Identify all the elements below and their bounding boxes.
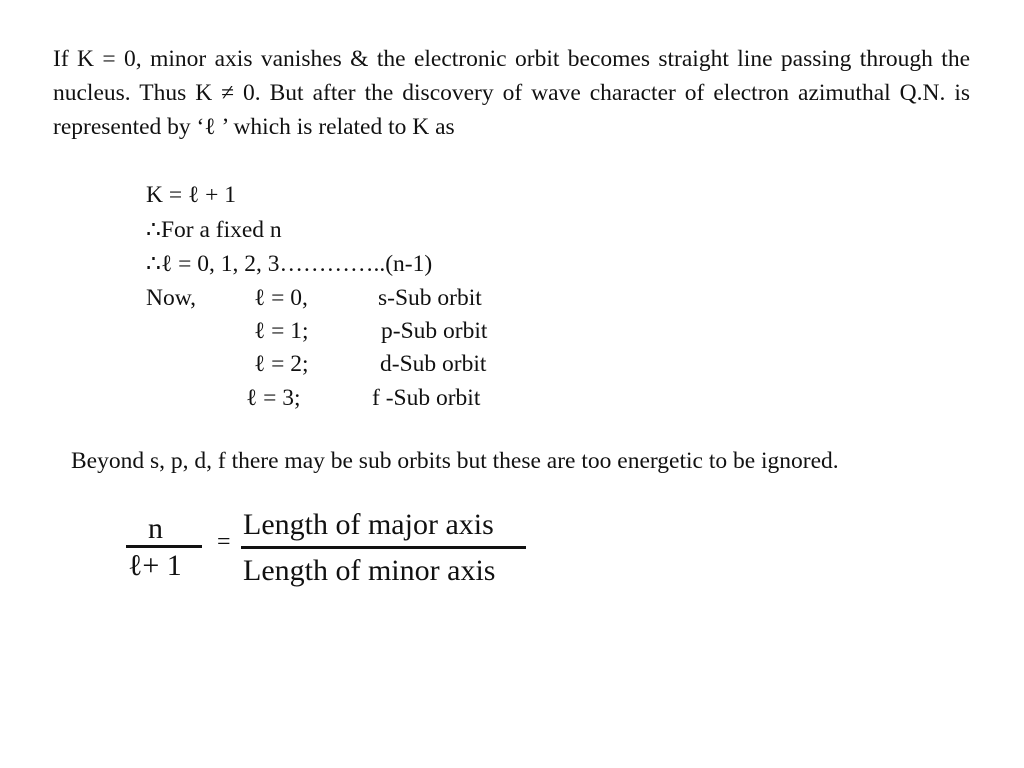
formula-right-numerator: Length of major axis	[243, 508, 494, 541]
suborbit-name: p-Sub orbit	[381, 318, 488, 344]
l-values-equation: ∴ℓ = 0, 1, 2, 3…………..(n-1)	[146, 251, 433, 277]
suborbit-name: d-Sub orbit	[380, 351, 487, 377]
intro-paragraph: If K = 0, minor axis vanishes & the electronic orbit becomes straight line passing through the nucleus. Thus K ≠ 0. But after the discovery of wave character of electron azimuthal Q.N. is represented by ‘ℓ ’ which is related to K as	[53, 46, 970, 140]
suborbit-name: f -Sub orbit	[372, 385, 481, 411]
suborbit-l-value: ℓ = 3;	[246, 385, 301, 411]
formula-equals-sign: =	[217, 529, 231, 555]
suborbit-l-value: ℓ = 1;	[254, 318, 309, 344]
suborbit-prefix: Now,	[146, 285, 197, 311]
formula-right-fraction-bar	[241, 546, 526, 549]
fixed-n-statement: ∴For a fixed n	[146, 217, 282, 243]
formula-left-numerator: n	[148, 512, 163, 545]
formula-right-denominator: Length of minor axis	[243, 554, 496, 587]
suborbit-name: s-Sub orbit	[378, 285, 482, 311]
k-relation-equation: K = ℓ + 1	[146, 182, 236, 208]
suborbit-l-value: ℓ = 0,	[254, 285, 308, 311]
suborbit-l-value: ℓ = 2;	[254, 351, 309, 377]
formula-left-denominator: ℓ+ 1	[128, 549, 182, 582]
note-paragraph: Beyond s, p, d, f there may be sub orbits but these are too energetic to be ignored.	[71, 448, 839, 474]
formula-left-fraction-bar	[126, 545, 202, 548]
